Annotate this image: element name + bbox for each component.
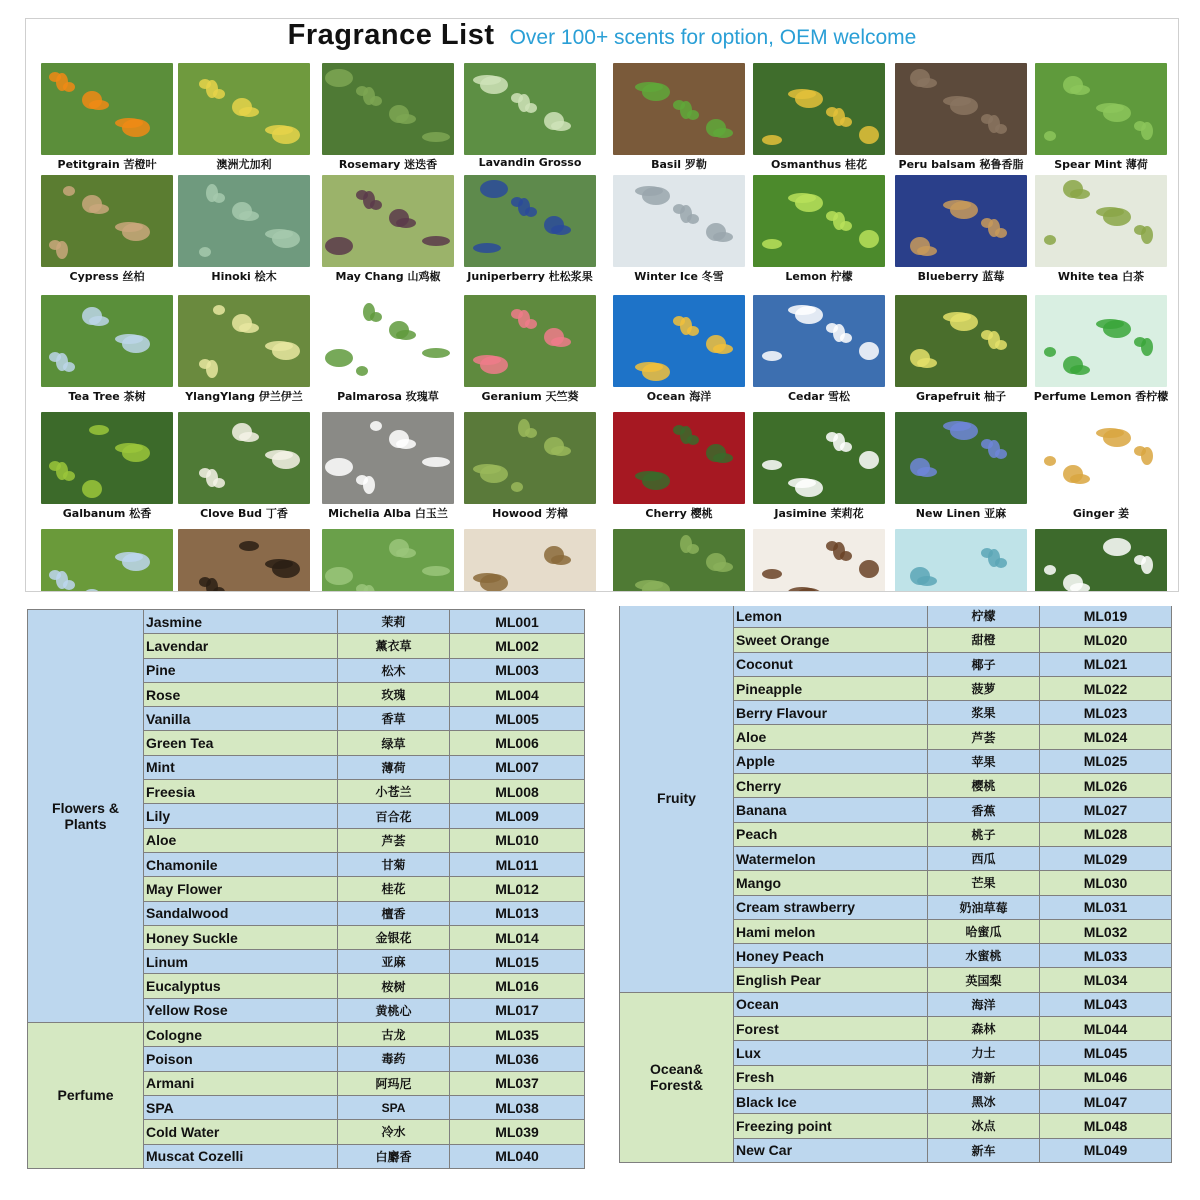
- fragrance-name-cell: Mint: [144, 755, 338, 779]
- code-cell: ML003: [450, 658, 585, 682]
- fragrance-name-cell: Sandalwood: [144, 901, 338, 925]
- fragrance-name-cell: Honey Peach: [734, 944, 928, 968]
- chinese-name-cell: 西瓜: [928, 846, 1040, 870]
- fragrance-name-cell: Fresh: [734, 1065, 928, 1089]
- fragrance-name-cell: Muscat Cozelli: [144, 1144, 338, 1168]
- chinese-name-cell: 芦荟: [338, 828, 450, 852]
- fragrance-caption: Lavandin Grosso: [478, 156, 582, 169]
- magnolia-icon: [322, 412, 454, 504]
- fragrance-tile: [178, 295, 310, 408]
- chinese-name-cell: 甜橙: [928, 628, 1040, 652]
- fragrance-name-cell: Forest: [734, 1017, 928, 1041]
- fragrance-tile: [178, 175, 310, 288]
- fragrance-name-cell: English Pear: [734, 968, 928, 992]
- snow-mountain-icon: [753, 295, 885, 387]
- fragrance-caption: Spear Mint 薄荷: [1054, 158, 1148, 171]
- fragrance-name-cell: Lavendar: [144, 634, 338, 658]
- fragrance-name-cell: Pineapple: [734, 676, 928, 700]
- code-cell: ML008: [450, 780, 585, 804]
- code-cell: ML031: [1040, 895, 1172, 919]
- code-cell: ML039: [450, 1120, 585, 1144]
- fragrance-name-cell: Freesia: [144, 780, 338, 804]
- fragrance-name-cell: Green Tea: [144, 731, 338, 755]
- fragrance-name-cell: Apple: [734, 749, 928, 773]
- chinese-name-cell: 小苍兰: [338, 780, 450, 804]
- fragrance-tile: [41, 295, 173, 408]
- chinese-name-cell: 椰子: [928, 652, 1040, 676]
- fragrance-name-cell: Yellow Rose: [144, 998, 338, 1022]
- fragrance-tile: [753, 175, 885, 288]
- fragrance-name-cell: Berry Flavour: [734, 701, 928, 725]
- blueberry-icon: [895, 175, 1027, 267]
- chinese-name-cell: 毒药: [338, 1047, 450, 1071]
- fragrance-name-cell: Aloe: [144, 828, 338, 852]
- category-cell: Ocean& Forest&: [620, 992, 734, 1162]
- fragrance-name-cell: Mango: [734, 871, 928, 895]
- cherry-icon: [613, 412, 745, 504]
- chinese-name-cell: 奶油草莓: [928, 895, 1040, 919]
- fragrance-name-cell: Peach: [734, 822, 928, 846]
- fragrance-tile: [322, 412, 454, 525]
- fragrance-tile: [613, 412, 745, 525]
- fragrance-name-cell: New Car: [734, 1138, 928, 1162]
- ginger-icon: [1035, 412, 1167, 504]
- chinese-name-cell: 芦荟: [928, 725, 1040, 749]
- fragrance-name-cell: Lux: [734, 1041, 928, 1065]
- left-fragrance-table: [27, 609, 585, 1169]
- code-cell: ML016: [450, 974, 585, 998]
- herb-icon: [322, 63, 454, 155]
- code-cell: ML011: [450, 852, 585, 876]
- poster-subtitle: Over 100+ scents for option, OEM welcome: [509, 26, 917, 49]
- fragrance-caption: Tea Tree 茶树: [68, 390, 146, 403]
- fragrance-tile: [753, 295, 885, 408]
- fragrance-name-cell: Cologne: [144, 1023, 338, 1047]
- chinese-name-cell: 香草: [338, 707, 450, 731]
- chinese-name-cell: 玫瑰: [338, 682, 450, 706]
- code-cell: ML047: [1040, 1089, 1172, 1113]
- fragrance-name-cell: Aloe: [734, 725, 928, 749]
- code-cell: ML034: [1040, 968, 1172, 992]
- fragrance-caption: YlangYlang 伊兰伊兰: [185, 390, 303, 403]
- code-cell: ML026: [1040, 774, 1172, 798]
- code-cell: ML023: [1040, 701, 1172, 725]
- fragrance-tile: [895, 63, 1027, 176]
- category-cell: Flowers & Plants: [28, 610, 144, 1023]
- fragrance-caption: Petitgrain 苦橙叶: [57, 158, 157, 171]
- herb-icon: [464, 63, 596, 155]
- white-flower-icon: [1035, 529, 1167, 592]
- fragrance-caption: Basil 罗勒: [651, 158, 707, 171]
- reef-icon: [613, 295, 745, 387]
- fragrance-caption: 澳洲尤加利: [216, 158, 272, 171]
- fragrance-caption: Peru balsam 秘鲁香脂: [898, 158, 1024, 171]
- blue-flower-icon: [895, 412, 1027, 504]
- fragrance-name-cell: Ocean: [734, 992, 928, 1016]
- fragrance-caption: Clove Bud 丁香: [200, 507, 288, 520]
- shrub-icon: [41, 175, 173, 267]
- fragrance-tile: [41, 175, 173, 288]
- leaf-icon: [464, 412, 596, 504]
- fragrance-name-cell: Coconut: [734, 652, 928, 676]
- table-row: [620, 992, 1172, 1016]
- grass-icon: [322, 529, 454, 592]
- fragrance-caption: Winter Ice 冬雪: [634, 270, 724, 283]
- fragrance-tile: [178, 412, 310, 525]
- fragrance-tile: [895, 295, 1027, 408]
- fragrance-name-cell: Sweet Orange: [734, 628, 928, 652]
- chinese-name-cell: 水蜜桃: [928, 944, 1040, 968]
- fragrance-caption: Juniperberry 杜松浆果: [467, 270, 593, 283]
- white-flower-icon: [178, 412, 310, 504]
- code-cell: ML029: [1040, 846, 1172, 870]
- code-cell: ML038: [450, 1095, 585, 1119]
- chinese-name-cell: SPA: [338, 1095, 450, 1119]
- fragrance-tile: [895, 412, 1027, 525]
- fragrance-tile: [753, 529, 885, 592]
- chinese-name-cell: 海洋: [928, 992, 1040, 1016]
- coconut-icon: [753, 529, 885, 592]
- ylang-flower-icon: [178, 295, 310, 387]
- fragrance-caption: Michelia Alba 白玉兰: [328, 507, 448, 520]
- berry-icon: [322, 175, 454, 267]
- code-cell: ML032: [1040, 919, 1172, 943]
- chinese-name-cell: 菠萝: [928, 676, 1040, 700]
- fragrance-tile: [1035, 295, 1167, 408]
- grapefruit-icon: [895, 295, 1027, 387]
- code-cell: ML046: [1040, 1065, 1172, 1089]
- chinese-name-cell: 百合花: [338, 804, 450, 828]
- chinese-name-cell: 黑冰: [928, 1089, 1040, 1113]
- fragrance-tile: [1035, 175, 1167, 288]
- fragrance-caption: Galbanum 松香: [62, 507, 152, 520]
- yellow-flower-icon: [753, 63, 885, 155]
- code-cell: ML022: [1040, 676, 1172, 700]
- fragrance-tile: [613, 295, 745, 408]
- fragrance-caption: Rosemary 迷迭香: [338, 158, 438, 171]
- code-cell: ML020: [1040, 628, 1172, 652]
- fragrance-tile: [41, 412, 173, 525]
- chinese-name-cell: 茉莉: [338, 610, 450, 634]
- tree-icon: [41, 529, 173, 592]
- fragrance-tile: [753, 412, 885, 525]
- fragrance-tile: [178, 529, 310, 592]
- right-table-region: [619, 606, 1172, 1180]
- code-cell: ML037: [450, 1071, 585, 1095]
- fragrance-caption: Perfume Lemon 香柠檬: [1033, 390, 1169, 403]
- fragrance-name-cell: Cherry: [734, 774, 928, 798]
- tea-field-icon: [41, 295, 173, 387]
- code-cell: ML012: [450, 877, 585, 901]
- fragrance-poster: [25, 18, 1179, 592]
- fragrance-name-cell: Linum: [144, 950, 338, 974]
- fragrance-name-cell: Freezing point: [734, 1114, 928, 1138]
- fragrance-tile: [41, 63, 173, 176]
- fragrance-caption: New Linen 亚麻: [915, 507, 1007, 520]
- code-cell: ML007: [450, 755, 585, 779]
- orange-fruit-icon: [41, 63, 173, 155]
- fragrance-tile: [322, 529, 454, 592]
- berry-icon: [464, 175, 596, 267]
- fragrance-tile: [613, 63, 745, 176]
- left-table-region: [27, 609, 585, 1180]
- fragrance-caption: Osmanthus 桂花: [771, 158, 867, 171]
- code-cell: ML006: [450, 731, 585, 755]
- fragrance-caption: Hinoki 桧木: [211, 270, 277, 283]
- fragrance-tile: [464, 529, 596, 592]
- code-cell: ML048: [1040, 1114, 1172, 1138]
- pink-flower-icon: [464, 295, 596, 387]
- leaf-icon: [1035, 63, 1167, 155]
- peppercorn-icon: [178, 529, 310, 592]
- jasmine-icon: [753, 412, 885, 504]
- fragrance-name-cell: Lily: [144, 804, 338, 828]
- code-cell: ML036: [450, 1047, 585, 1071]
- fragrance-tile: [41, 529, 173, 592]
- chinese-name-cell: 桉树: [338, 974, 450, 998]
- chinese-name-cell: 英国梨: [928, 968, 1040, 992]
- snow-icon: [613, 175, 745, 267]
- code-cell: ML049: [1040, 1138, 1172, 1162]
- code-cell: ML028: [1040, 822, 1172, 846]
- chinese-name-cell: 冷水: [338, 1120, 450, 1144]
- chinese-name-cell: 柠檬: [928, 606, 1040, 628]
- chinese-name-cell: 檀香: [338, 901, 450, 925]
- code-cell: ML019: [1040, 606, 1172, 628]
- fragrance-tile: [613, 175, 745, 288]
- code-cell: ML033: [1040, 944, 1172, 968]
- code-cell: ML014: [450, 925, 585, 949]
- code-cell: ML024: [1040, 725, 1172, 749]
- fragrance-tile: [464, 63, 596, 176]
- table-row: [28, 610, 585, 634]
- fragrance-tile: [895, 175, 1027, 288]
- chinese-name-cell: 香蕉: [928, 798, 1040, 822]
- chinese-name-cell: 松木: [338, 658, 450, 682]
- grass-icon: [322, 295, 454, 387]
- chinese-name-cell: 亚麻: [338, 950, 450, 974]
- lime-icon: [753, 175, 885, 267]
- chinese-name-cell: 黄桃心: [338, 998, 450, 1022]
- fragrance-tile: [464, 412, 596, 525]
- fragrance-caption: Jasimine 茉莉花: [774, 507, 864, 520]
- poster-title: Fragrance List: [287, 19, 495, 51]
- chinese-name-cell: 浆果: [928, 701, 1040, 725]
- fragrance-name-cell: Poison: [144, 1047, 338, 1071]
- fragrance-caption: Ocean 海洋: [646, 390, 712, 403]
- code-cell: ML021: [1040, 652, 1172, 676]
- tree-bark-icon: [895, 63, 1027, 155]
- code-cell: ML040: [450, 1144, 585, 1168]
- fragrance-name-cell: Chamonile: [144, 852, 338, 876]
- galbanum-icon: [41, 412, 173, 504]
- chinese-name-cell: 绿草: [338, 731, 450, 755]
- fragrance-caption: May Chang 山鸡椒: [335, 270, 441, 283]
- fragrance-name-cell: Banana: [734, 798, 928, 822]
- chinese-name-cell: 白麝香: [338, 1144, 450, 1168]
- code-cell: ML035: [450, 1023, 585, 1047]
- fragrance-caption: Blueberry 蓝莓: [917, 270, 1005, 283]
- spice-icon: [464, 529, 596, 592]
- chinese-name-cell: 力士: [928, 1041, 1040, 1065]
- code-cell: ML013: [450, 901, 585, 925]
- fragrance-name-cell: Hami melon: [734, 919, 928, 943]
- chinese-name-cell: 冰点: [928, 1114, 1040, 1138]
- fragrance-caption: Cedar 雪松: [787, 390, 851, 403]
- fragrance-name-cell: Black Ice: [734, 1089, 928, 1113]
- fragrance-caption: Geranium 天竺葵: [481, 390, 579, 403]
- lime-icon: [1035, 295, 1167, 387]
- fragrance-name-cell: Pine: [144, 658, 338, 682]
- code-cell: ML027: [1040, 798, 1172, 822]
- fragrance-name-cell: Honey Suckle: [144, 925, 338, 949]
- category-cell: Perfume: [28, 1023, 144, 1169]
- fragrance-caption: Howood 芳樟: [492, 507, 568, 520]
- fragrance-tile: [895, 529, 1027, 592]
- conifer-icon: [178, 175, 310, 267]
- fragrance-caption: Grapefruit 柚子: [915, 390, 1007, 403]
- chinese-name-cell: 樱桃: [928, 774, 1040, 798]
- fragrance-tile: [1035, 529, 1167, 592]
- fragrance-caption: White tea 白茶: [1057, 270, 1145, 283]
- code-cell: ML043: [1040, 992, 1172, 1016]
- fragrance-tile: [1035, 412, 1167, 525]
- code-cell: ML030: [1040, 871, 1172, 895]
- code-cell: ML001: [450, 610, 585, 634]
- table-row: [28, 1023, 585, 1047]
- fragrance-name-cell: Vanilla: [144, 707, 338, 731]
- fragrance-tile: [1035, 63, 1167, 176]
- fragrance-name-cell: Lemon: [734, 606, 928, 628]
- right-fragrance-table: [619, 606, 1172, 1163]
- fragrance-tile: [464, 295, 596, 408]
- chinese-name-cell: 桃子: [928, 822, 1040, 846]
- code-cell: ML010: [450, 828, 585, 852]
- fragrance-name-cell: Rose: [144, 682, 338, 706]
- table-row: [620, 606, 1172, 628]
- chinese-name-cell: 阿玛尼: [338, 1071, 450, 1095]
- fragrance-name-cell: Eucalyptus: [144, 974, 338, 998]
- chinese-name-cell: 苹果: [928, 749, 1040, 773]
- code-cell: ML044: [1040, 1017, 1172, 1041]
- fragrance-name-cell: Watermelon: [734, 846, 928, 870]
- code-cell: ML025: [1040, 749, 1172, 773]
- code-cell: ML002: [450, 634, 585, 658]
- code-cell: ML009: [450, 804, 585, 828]
- chinese-name-cell: 薰衣草: [338, 634, 450, 658]
- fragrance-name-cell: Jasmine: [144, 610, 338, 634]
- tea-leaf-icon: [1035, 175, 1167, 267]
- fragrance-tile: [753, 63, 885, 176]
- chinese-name-cell: 森林: [928, 1017, 1040, 1041]
- chinese-name-cell: 桂花: [338, 877, 450, 901]
- chinese-name-cell: 新车: [928, 1138, 1040, 1162]
- poster-title-row: [26, 19, 1178, 61]
- category-cell: Fruity: [620, 606, 734, 992]
- fragrance-name-cell: Cream strawberry: [734, 895, 928, 919]
- fragrance-tile: [322, 295, 454, 408]
- chinese-name-cell: 哈蜜瓜: [928, 919, 1040, 943]
- code-cell: ML004: [450, 682, 585, 706]
- chinese-name-cell: 薄荷: [338, 755, 450, 779]
- fragrance-tile: [178, 63, 310, 176]
- fragrance-caption: Lemon 柠檬: [785, 270, 853, 283]
- water-splash-icon: [895, 529, 1027, 592]
- yellow-flower-icon: [178, 63, 310, 155]
- chinese-name-cell: 甘菊: [338, 852, 450, 876]
- chinese-name-cell: 清新: [928, 1065, 1040, 1089]
- code-cell: ML015: [450, 950, 585, 974]
- fragrance-name-cell: Cold Water: [144, 1120, 338, 1144]
- fragrance-caption: Palmarosa 玫瑰草: [337, 390, 439, 403]
- fragrance-tile: [322, 63, 454, 176]
- code-cell: ML045: [1040, 1041, 1172, 1065]
- fragrance-tile: [322, 175, 454, 288]
- fragrance-tile: [464, 175, 596, 288]
- chinese-name-cell: 古龙: [338, 1023, 450, 1047]
- fragrance-caption: Cherry 樱桃: [645, 507, 713, 520]
- fragrance-caption: Ginger 姜: [1072, 507, 1130, 520]
- chinese-name-cell: 芒果: [928, 871, 1040, 895]
- leaf-icon: [613, 63, 745, 155]
- fragrance-name-cell: SPA: [144, 1095, 338, 1119]
- tea-leaf-icon: [613, 529, 745, 592]
- fragrance-name-cell: May Flower: [144, 877, 338, 901]
- fragrance-tile: [613, 529, 745, 592]
- chinese-name-cell: 金银花: [338, 925, 450, 949]
- code-cell: ML005: [450, 707, 585, 731]
- fragrance-name-cell: Armani: [144, 1071, 338, 1095]
- code-cell: ML017: [450, 998, 585, 1022]
- fragrance-caption: Cypress 丝柏: [69, 270, 145, 283]
